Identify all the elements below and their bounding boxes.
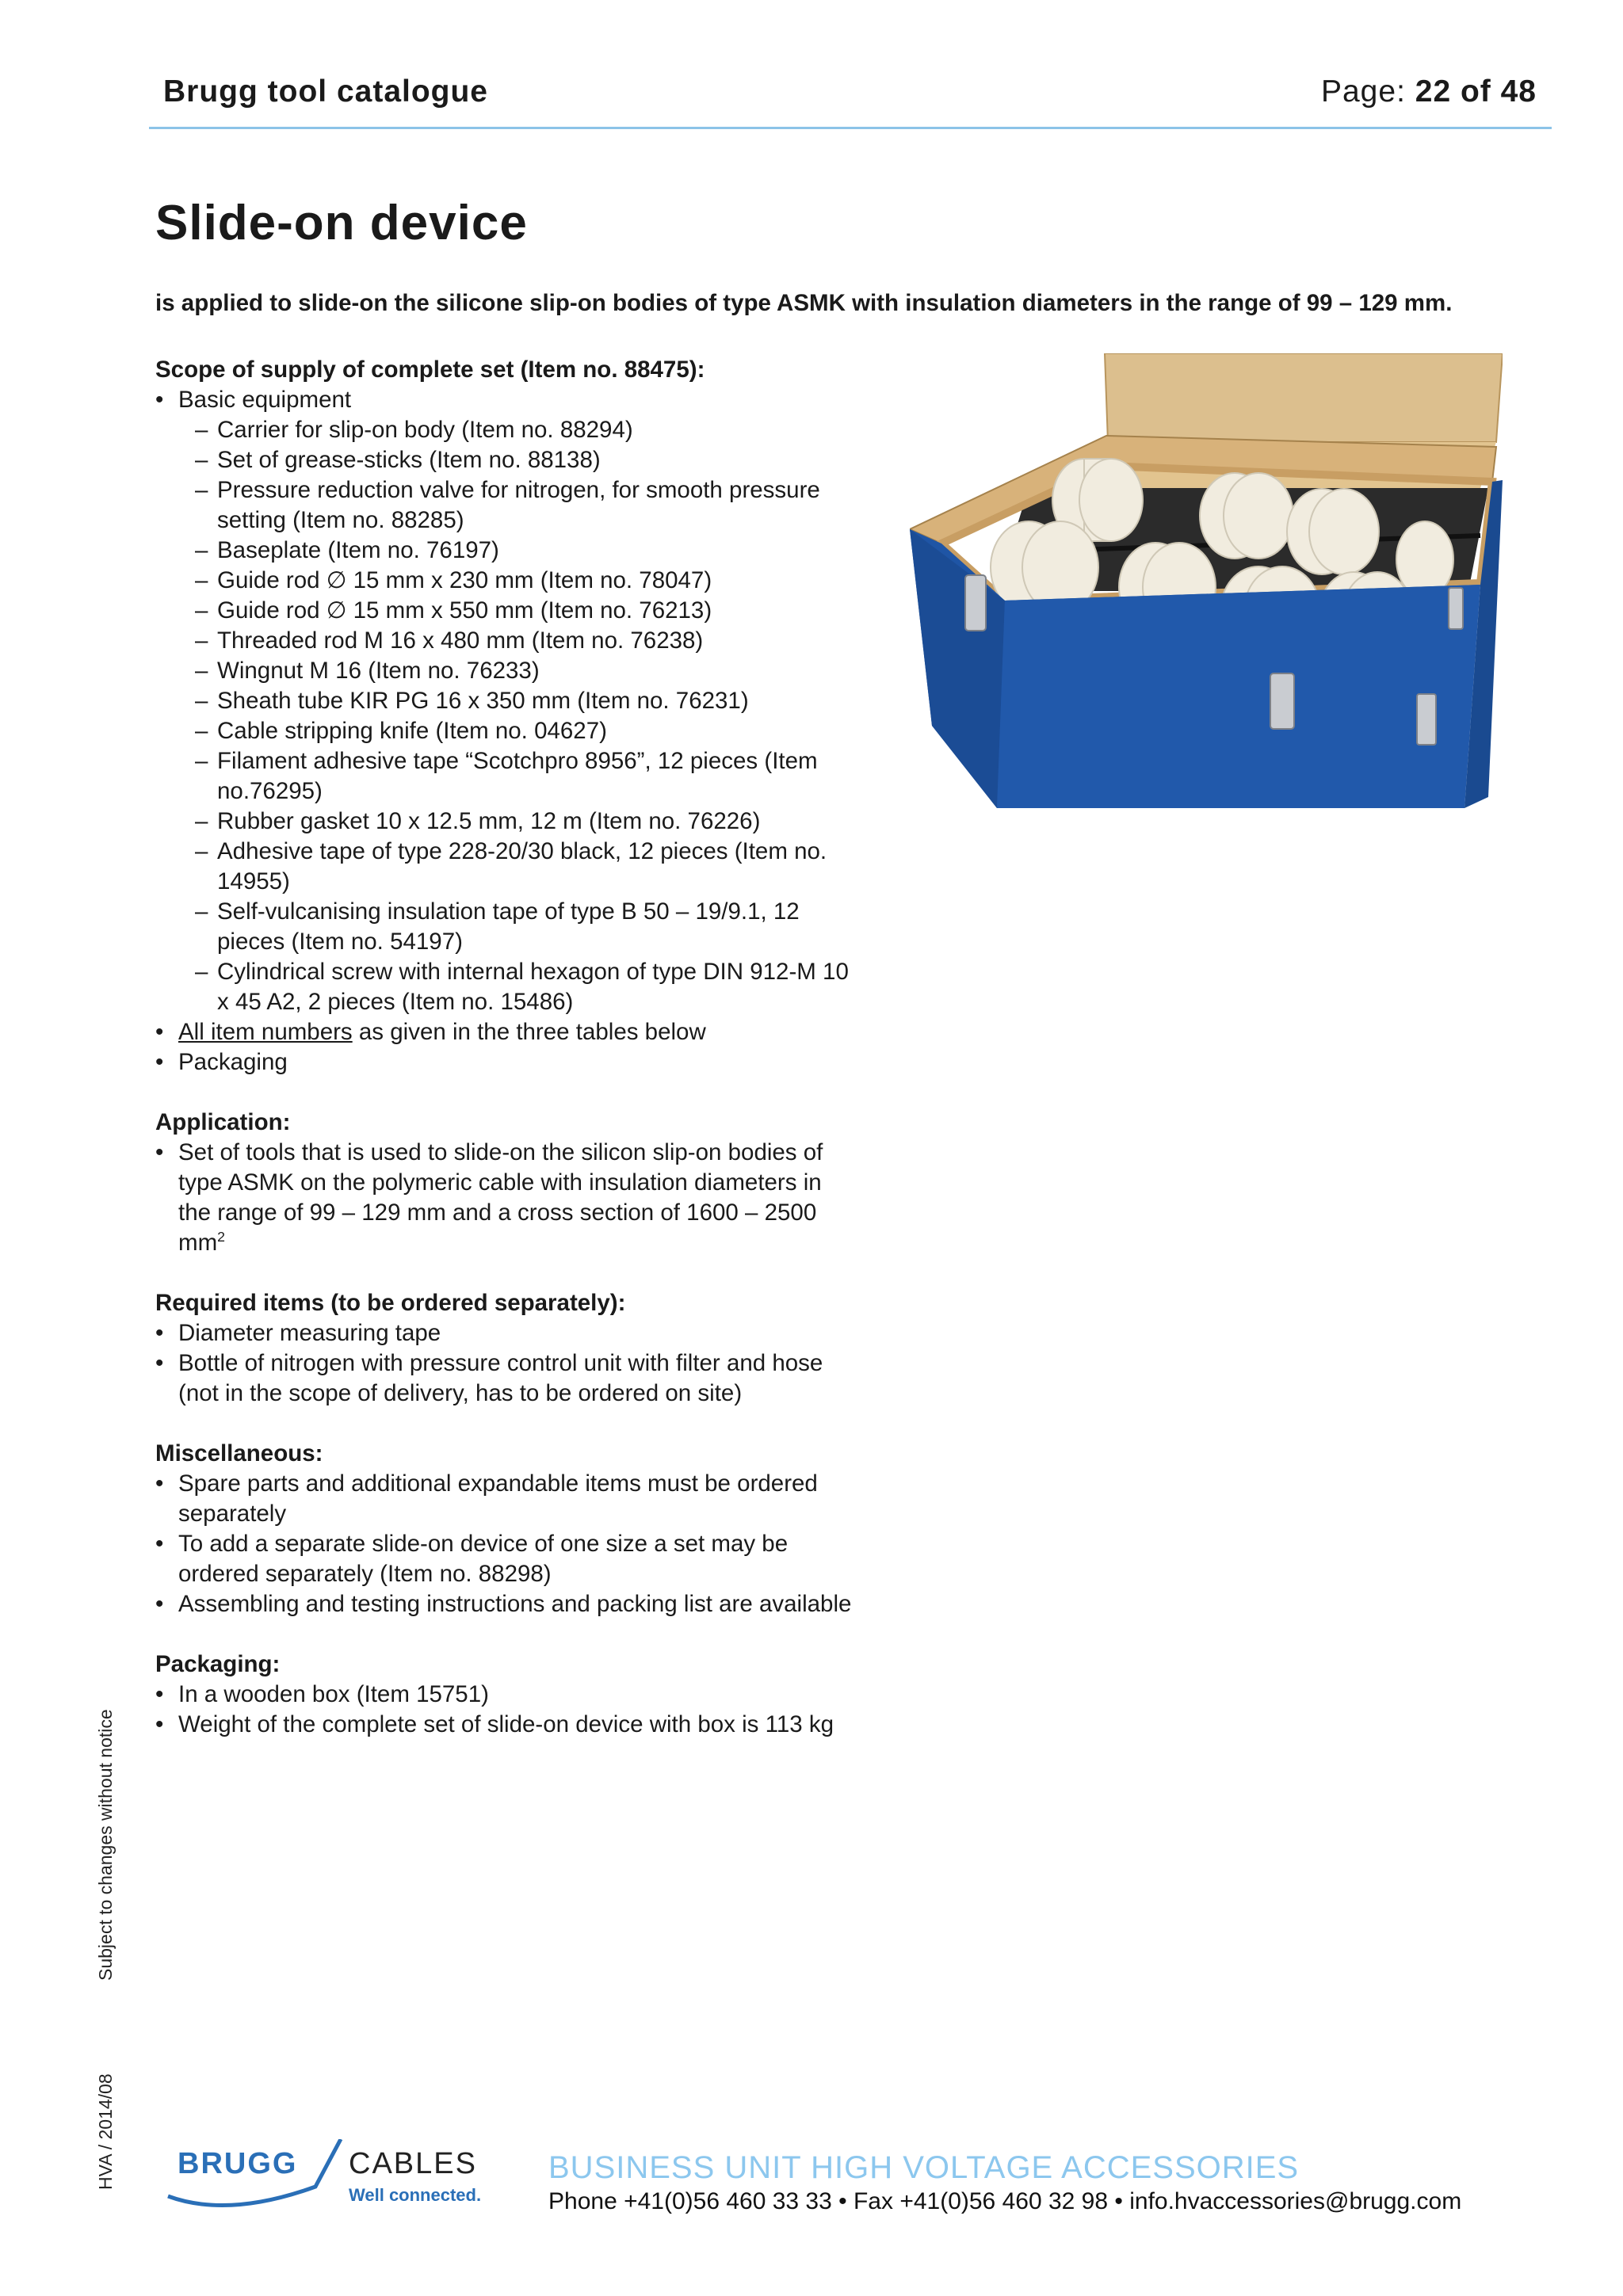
logo-brand: BRUGG: [178, 2147, 298, 2180]
list-item: • Packaging: [155, 1047, 853, 1077]
list-item: – Self-vulcanising insulation tape of type B 50 – 19/9.1, 12 pieces (Item no. 54197): [155, 897, 853, 957]
document-code: HVA / 2014/08: [95, 2073, 116, 2190]
page-title: Slide-on device: [155, 196, 528, 250]
application-section: [155, 1108, 853, 1258]
list-item: – Filament adhesive tape “Scotchpro 8956”, 12 pieces (Item no.76295): [155, 746, 853, 807]
list-item: – Threaded rod M 16 x 480 mm (Item no. 76238): [155, 626, 853, 656]
list-item: • Basic equipment: [155, 385, 853, 415]
wooden-box-photo: [910, 353, 1503, 808]
list-item: – Guide rod ∅ 15 mm x 550 mm (Item no. 76213): [155, 596, 853, 626]
misc-heading: Miscellaneous:: [155, 1440, 323, 1466]
all-items-text: as given in the three tables below: [352, 1019, 706, 1045]
list-item: – Wingnut M 16 (Item no. 76233): [155, 656, 853, 686]
list-item: – Cylindrical screw with internal hexagon of type DIN 912-M 10 x 45 A2, 2 pieces (Item no. 15486): [155, 957, 853, 1017]
list-item: • Diameter measuring tape: [155, 1318, 853, 1348]
list-item: – Pressure reduction valve for nitrogen, for smooth pressure setting (Item no. 88285): [155, 475, 853, 536]
brugg-cables-logo: [165, 2139, 490, 2218]
list-item: – Set of grease-sticks (Item no. 88138): [155, 445, 853, 475]
scope-sublist: [155, 415, 853, 1017]
required-section: [155, 1288, 853, 1409]
list-item: – Sheath tube KIR PG 16 x 350 mm (Item no. 76231): [155, 686, 853, 716]
list-item: [155, 1017, 853, 1047]
list-item: • Assembling and testing instructions and packing list are available: [155, 1589, 853, 1619]
list-item: – Cable stripping knife (Item no. 04627): [155, 716, 853, 746]
application-text: Set of tools that is used to slide-on the silicon slip-on bodies of type ASMK on the polymeric cable with insulation diameters in the range of 99 – 129 mm and a cross section of 1600 – 2500 mm: [178, 1139, 823, 1256]
list-item: – Guide rod ∅ 15 mm x 230 mm (Item no. 78047): [155, 566, 853, 596]
main-content: [155, 355, 853, 1770]
list-item: – Baseplate (Item no. 76197): [155, 536, 853, 566]
list-item: – Adhesive tape of type 228-20/30 black, 12 pieces (Item no. 14955): [155, 837, 853, 897]
list-item: • Bottle of nitrogen with pressure control unit with filter and hose (not in the scope of delivery, has to be ordered on site): [155, 1348, 853, 1409]
list-item: • Spare parts and additional expandable items must be ordered separately: [155, 1469, 853, 1529]
required-heading: Required items (to be ordered separately):: [155, 1290, 626, 1316]
scope-section: [155, 355, 853, 1077]
logo-cables: CABLES: [349, 2147, 477, 2180]
contact-line: Phone +41(0)56 460 33 33 • Fax +41(0)56 460 32 98 • info.hvaccessories@brugg.com: [548, 2188, 1462, 2214]
side-note: Subject to changes without notice: [95, 1709, 116, 1981]
page-number: 22 of 48: [1415, 74, 1537, 109]
superscript: 2: [217, 1229, 225, 1245]
packaging-section: [155, 1650, 853, 1740]
packaging-heading: Packaging:: [155, 1651, 281, 1677]
list-item: [155, 1138, 853, 1258]
application-heading: Application:: [155, 1109, 291, 1135]
page-label: Page:: [1320, 74, 1415, 109]
catalogue-title: Brugg tool catalogue: [163, 74, 488, 109]
list-item: • To add a separate slide-on device of one size a set may be ordered separately (Item no. 88298): [155, 1529, 853, 1589]
list-item: • In a wooden box (Item 15751): [155, 1680, 853, 1710]
list-item: • Weight of the complete set of slide-on device with box is 113 kg: [155, 1710, 853, 1740]
business-unit: BUSINESS UNIT HIGH VOLTAGE ACCESSORIES: [548, 2150, 1300, 2185]
logo-tagline: Well connected.: [349, 2185, 482, 2205]
list-item: – Carrier for slip-on body (Item no. 88294): [155, 415, 853, 445]
page-indicator: [1321, 74, 1537, 109]
misc-section: [155, 1439, 853, 1619]
scope-heading: Scope of supply of complete set (Item no. 88475):: [155, 357, 705, 383]
list-item: – Rubber gasket 10 x 12.5 mm, 12 m (Item no. 76226): [155, 807, 853, 837]
page-subtitle: is applied to slide-on the silicone slip-on bodies of type ASMK with insulation diameters in the range of 99 – 129 mm.: [155, 290, 1453, 316]
header-divider: [149, 127, 1552, 129]
all-item-numbers-link[interactable]: All item numbers: [178, 1019, 353, 1045]
